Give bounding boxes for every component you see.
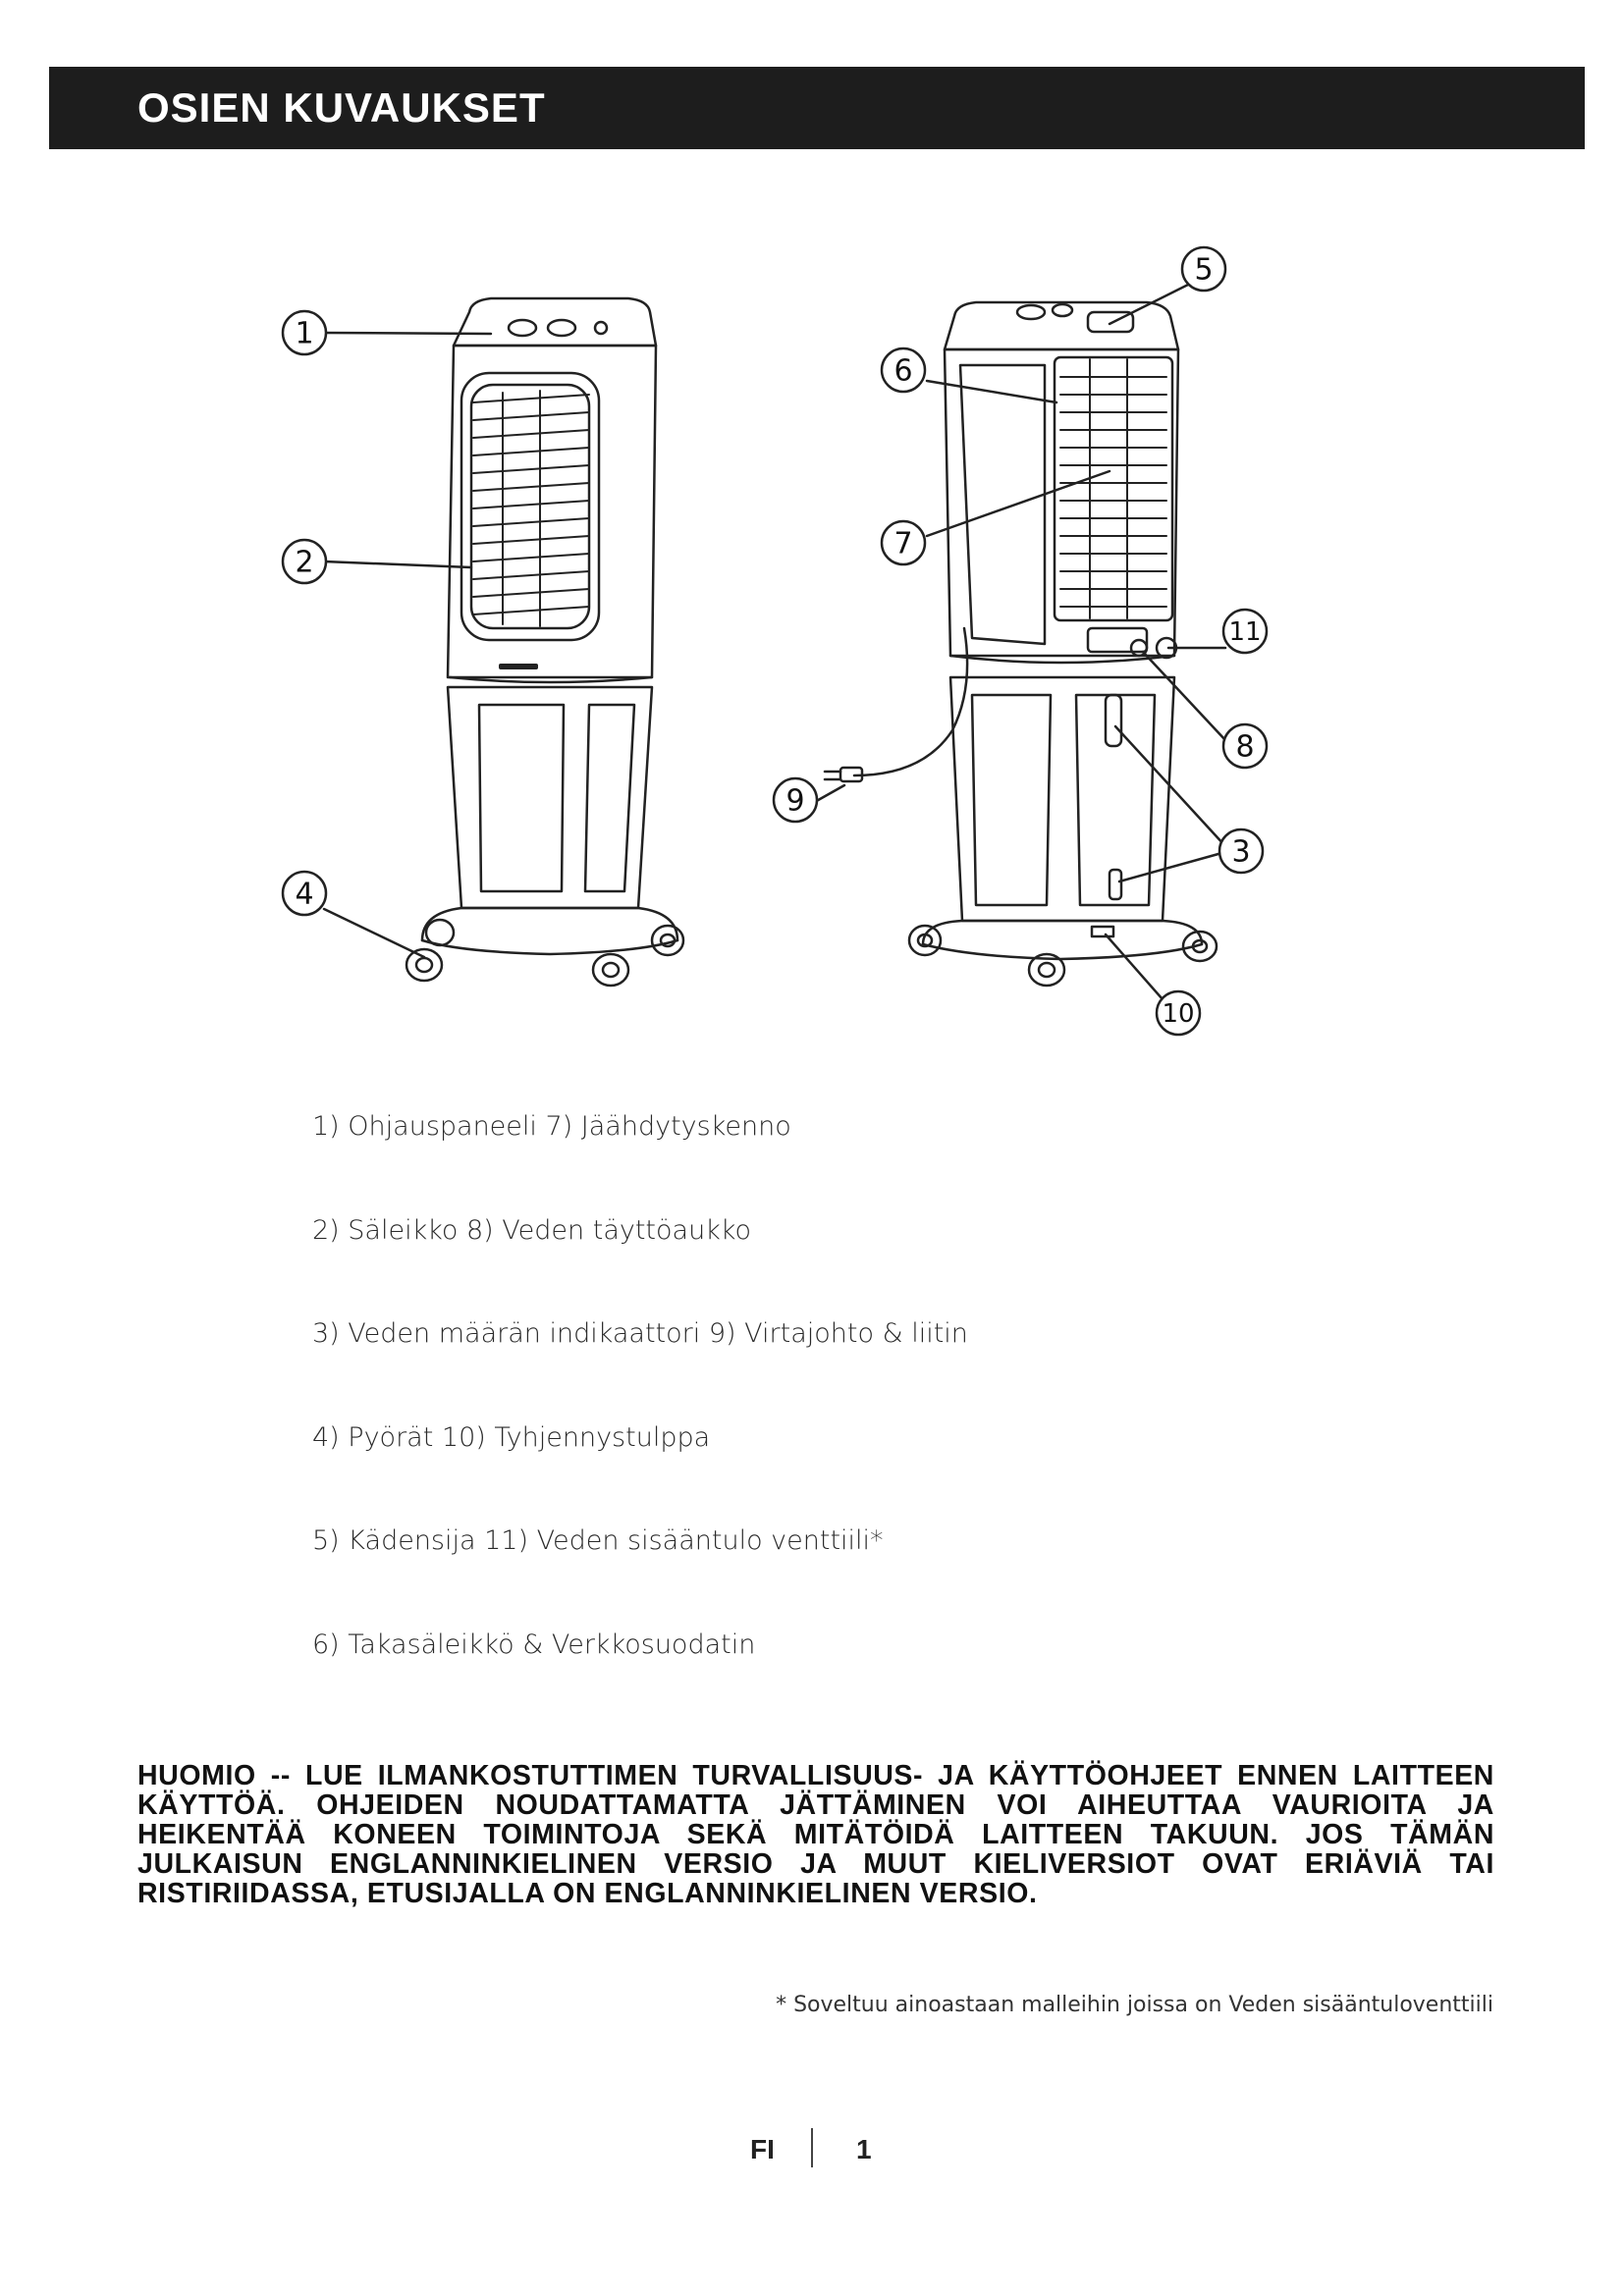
honeywell-logo-icon — [499, 664, 538, 669]
footer-divider — [811, 2128, 813, 2167]
footer-language: FI — [750, 2134, 775, 2164]
back-view-cooler — [825, 302, 1217, 986]
callout-label-5: 5 — [1194, 252, 1214, 288]
part-line-2: 2) Säleikko 8) Veden täyttöaukko — [312, 1215, 752, 1246]
callout-label-7: 7 — [893, 526, 913, 561]
page-title: OSIEN KUVAUKSET — [137, 84, 546, 131]
footnote: * Soveltuu ainoastaan malleihin joissa on Veden sisääntuloventtiili — [776, 1993, 1493, 2017]
callout-label-3: 3 — [1231, 834, 1251, 870]
part-line-4: 4) Pyörät 10) Tyhjennystulppa — [312, 1422, 711, 1453]
callout-bubbles — [283, 247, 1267, 1035]
parts-diagram — [0, 0, 1624, 1060]
warning-notice: HUOMIO -- LUE ILMANKOSTUTTIMEN TURVALLISUUS- JA KÄYTTÖOHJEET ENNEN LAITTEEN KÄYTTÖÄ. OHJEIDEN NOUDATTAMATTA JÄTTÄMINEN VOI AIHEUTTAA VAURIOITA JA HEIKENTÄÄ KONEEN TOIMINTOJA SEKÄ MITÄTÖIDÄ LAITTEEN TAKUUN. JOS TÄMÄN JULKAISUN ENGLANNINKIELINEN VERSIO JA MUUT KIELIVERSIOT OVAT ERIÄVIÄ TAI RISTIRIIDASSA, ETUSIJALLA ON ENGLANNINKIELINEN VERSIO. — [137, 1760, 1494, 1909]
part-line-3: 3) Veden määrän indikaattori 9) Virtajohto & liitin — [312, 1318, 968, 1349]
part-line-5: 5) Kädensija 11) Veden sisääntulo venttiili* — [312, 1525, 884, 1556]
callout-label-2: 2 — [295, 545, 314, 580]
callout-label-4: 4 — [295, 877, 314, 912]
callout-label-10: 10 — [1162, 999, 1195, 1029]
callout-label-1: 1 — [295, 316, 314, 351]
callout-label-11: 11 — [1228, 617, 1262, 647]
callout-label-6: 6 — [893, 353, 913, 389]
callout-label-8: 8 — [1235, 729, 1255, 765]
part-line-6: 6) Takasäleikkö & Verkkosuodatin — [312, 1629, 756, 1660]
part-line-1: 1) Ohjauspaneeli 7) Jäähdytyskenno — [312, 1111, 791, 1142]
front-view-cooler — [406, 298, 683, 986]
page-number: 1 — [856, 2134, 872, 2164]
callout-label-9: 9 — [785, 783, 805, 819]
